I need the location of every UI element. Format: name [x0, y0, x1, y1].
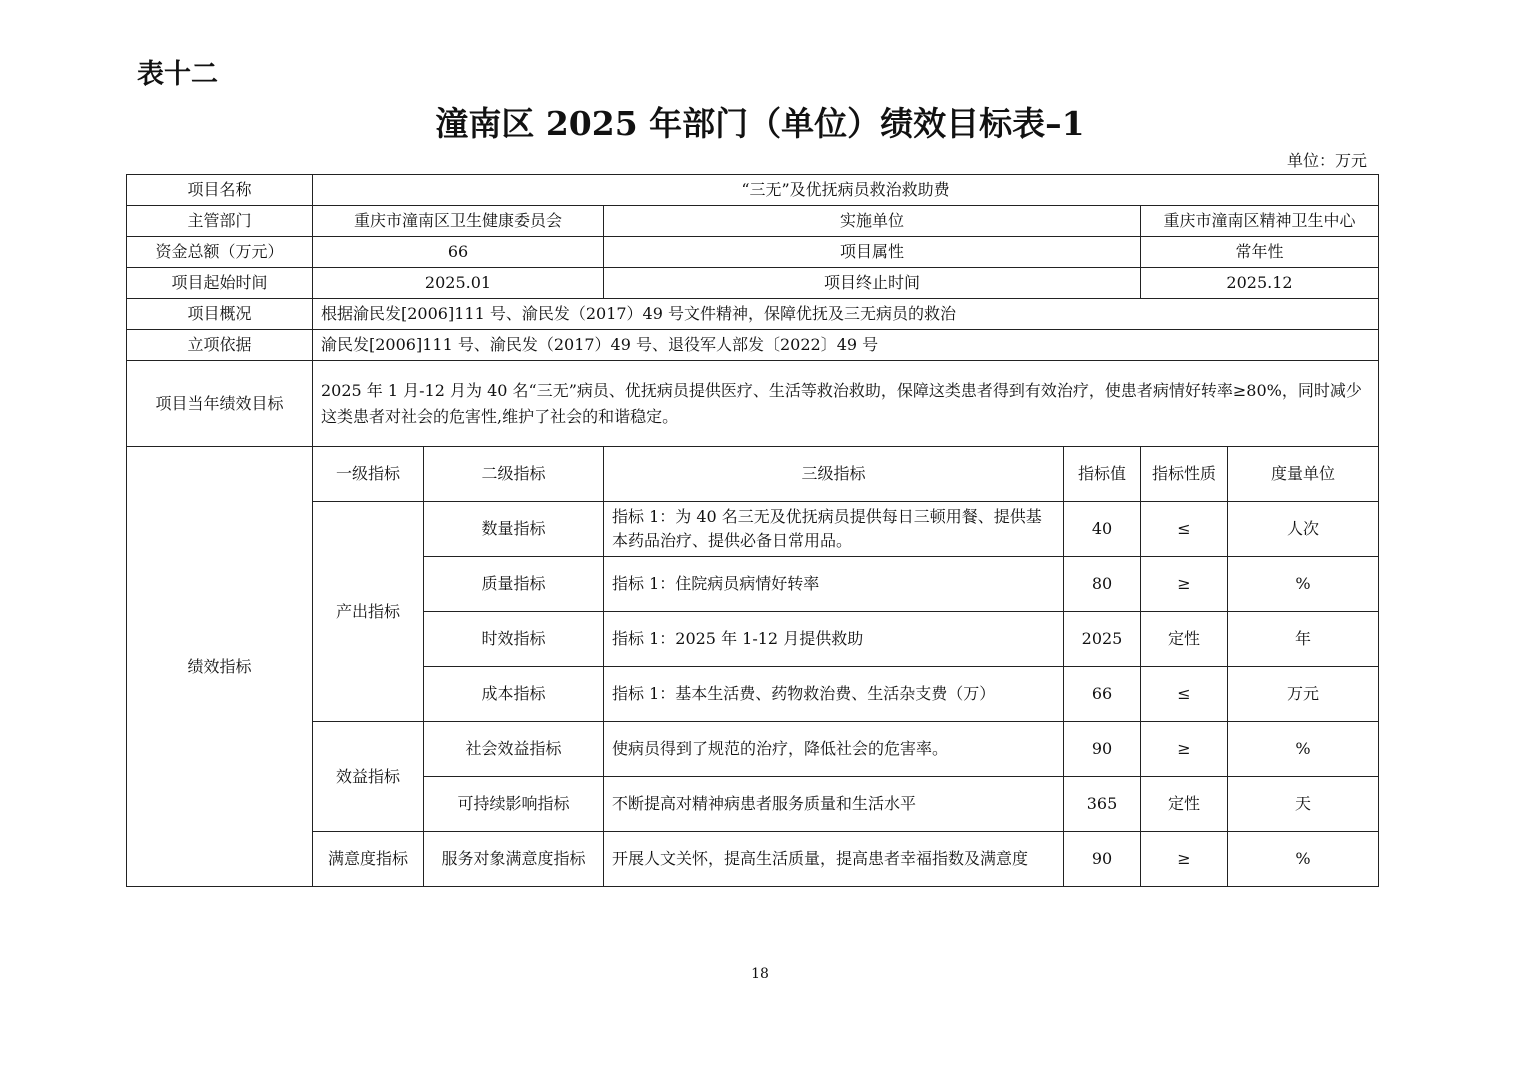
- project-name-value: “三无”及优抚病员救治救助费: [313, 175, 1379, 206]
- nature-cell: ≤: [1141, 502, 1228, 557]
- level2-cell: 时效指标: [424, 612, 604, 667]
- table-row: [127, 502, 1379, 557]
- level2-cell: 服务对象满意度指标: [424, 832, 604, 887]
- start-label: 项目起始时间: [127, 268, 313, 299]
- header-level2: 二级指标: [424, 447, 604, 502]
- dept-label: 主管部门: [127, 206, 313, 237]
- value-cell: 40: [1064, 502, 1141, 557]
- nature-cell: ≤: [1141, 667, 1228, 722]
- unit-cell: 万元: [1228, 667, 1379, 722]
- unit-cell: 天: [1228, 777, 1379, 832]
- page-number: 18: [751, 966, 769, 982]
- unit-cell: 人次: [1228, 502, 1379, 557]
- basis-value: 渝民发[2006]111 号、渝民发（2017）49 号、退役军人部发〔2022〕49 号: [313, 330, 1379, 361]
- level3-cell: 指标 1：基本生活费、药物救治费、生活杂支费（万）: [604, 667, 1064, 722]
- row-overview: [127, 299, 1379, 330]
- impl-label: 实施单位: [604, 206, 1141, 237]
- header-level3: 三级指标: [604, 447, 1064, 502]
- row-dept: [127, 206, 1379, 237]
- group-output: 产出指标: [313, 502, 424, 722]
- value-cell: 365: [1064, 777, 1141, 832]
- table-row: [127, 722, 1379, 777]
- nature-cell: 定性: [1141, 612, 1228, 667]
- indicator-header-row: [127, 447, 1379, 502]
- nature-cell: 定性: [1141, 777, 1228, 832]
- performance-target-table: [126, 174, 1379, 887]
- level2-cell: 数量指标: [424, 502, 604, 557]
- nature-cell: ≥: [1141, 557, 1228, 612]
- header-value: 指标值: [1064, 447, 1141, 502]
- row-project-name: [127, 175, 1379, 206]
- section-label: 绩效指标: [127, 447, 313, 887]
- level3-cell: 使病员得到了规范的治疗，降低社会的危害率。: [604, 722, 1064, 777]
- value-cell: 2025: [1064, 612, 1141, 667]
- level3-cell: 指标 1：住院病员病情好转率: [604, 557, 1064, 612]
- table-row: [127, 832, 1379, 887]
- value-cell: 90: [1064, 832, 1141, 887]
- fund-label: 资金总额（万元）: [127, 237, 313, 268]
- basis-label: 立项依据: [127, 330, 313, 361]
- unit-cell: 年: [1228, 612, 1379, 667]
- goal-value: 2025 年 1 月-12 月为 40 名“三无”病员、优抚病员提供医疗、生活等救治救助，保障这类患者得到有效治疗，使患者病情好转率≥80%，同时减少这类患者对社会的危害性,维护了社会的和谐稳定。: [313, 361, 1379, 447]
- goal-label: 项目当年绩效目标: [127, 361, 313, 447]
- header-level1: 一级指标: [313, 447, 424, 502]
- start-value: 2025.01: [313, 268, 604, 299]
- project-name-label: 项目名称: [127, 175, 313, 206]
- level2-cell: 可持续影响指标: [424, 777, 604, 832]
- header-unit: 度量单位: [1228, 447, 1379, 502]
- nature-cell: ≥: [1141, 722, 1228, 777]
- unit-note: 单位：万元: [1286, 151, 1367, 170]
- dept-value: 重庆市潼南区卫生健康委员会: [313, 206, 604, 237]
- value-cell: 90: [1064, 722, 1141, 777]
- attr-label: 项目属性: [604, 237, 1141, 268]
- level3-cell: 开展人文关怀，提高生活质量，提高患者幸福指数及满意度: [604, 832, 1064, 887]
- row-goal: [127, 361, 1379, 447]
- row-time: [127, 268, 1379, 299]
- header-nature: 指标性质: [1141, 447, 1228, 502]
- level3-cell: 指标 1：为 40 名三无及优抚病员提供每日三顿用餐、提供基本药品治疗、提供必备日常用品。: [604, 502, 1064, 557]
- group-satisfaction: 满意度指标: [313, 832, 424, 887]
- end-label: 项目终止时间: [604, 268, 1141, 299]
- level2-cell: 社会效益指标: [424, 722, 604, 777]
- attr-value: 常年性: [1141, 237, 1379, 268]
- fund-value: 66: [313, 237, 604, 268]
- group-benefit: 效益指标: [313, 722, 424, 832]
- page-title: 潼南区 2025 年部门（单位）绩效目标表–1: [435, 104, 1085, 143]
- row-fund: [127, 237, 1379, 268]
- unit-cell: %: [1228, 722, 1379, 777]
- unit-cell: %: [1228, 557, 1379, 612]
- level3-cell: 不断提高对精神病患者服务质量和生活水平: [604, 777, 1064, 832]
- table-tag: 表十二: [137, 59, 218, 90]
- value-cell: 80: [1064, 557, 1141, 612]
- nature-cell: ≥: [1141, 832, 1228, 887]
- end-value: 2025.12: [1141, 268, 1379, 299]
- row-basis: [127, 330, 1379, 361]
- level2-cell: 成本指标: [424, 667, 604, 722]
- unit-cell: %: [1228, 832, 1379, 887]
- level2-cell: 质量指标: [424, 557, 604, 612]
- level3-cell: 指标 1：2025 年 1-12 月提供救助: [604, 612, 1064, 667]
- overview-label: 项目概况: [127, 299, 313, 330]
- value-cell: 66: [1064, 667, 1141, 722]
- overview-value: 根据渝民发[2006]111 号、渝民发（2017）49 号文件精神，保障优抚及三无病员的救治: [313, 299, 1379, 330]
- impl-value: 重庆市潼南区精神卫生中心: [1141, 206, 1379, 237]
